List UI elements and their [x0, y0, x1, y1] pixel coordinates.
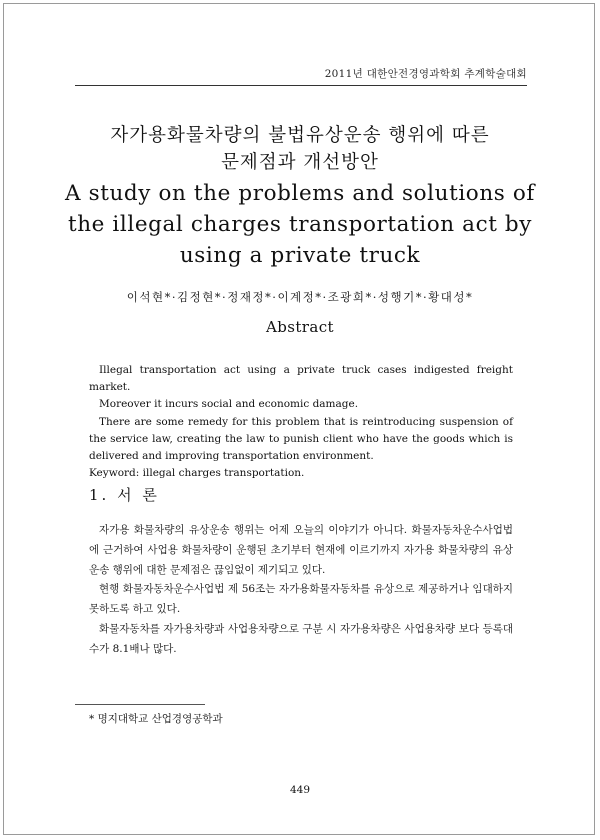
- section-heading-introduction: 1. 서 론: [89, 486, 160, 504]
- body-paragraph: 현행 화물자동차운수사업법 제 56조는 자가용화물자동차를 유상으로 제공하거나 임대하지 못하도록 하고 있다.: [89, 583, 513, 616]
- page-number: 449: [289, 784, 311, 796]
- english-title-line-1: A study on the problems and solutions of: [65, 181, 535, 206]
- korean-title: [0, 122, 600, 176]
- running-header: 2011년 대한안전경영과학회 추계학술대회: [324, 68, 527, 80]
- english-title-line-3: using a private truck: [179, 243, 421, 268]
- abstract-paragraph: Illegal transportation act using a private truck cases indigested freight market.: [89, 364, 513, 394]
- author-list: 이석현*·김정현*·정재정*·이계정*·조광희*·성행기*·황대성*: [126, 290, 474, 304]
- english-title-line-2: the illegal charges transportation act by: [67, 212, 533, 237]
- korean-title-line-1: 자가용화물차량의 불법유상운송 행위에 따른: [110, 125, 490, 146]
- abstract-body: [89, 362, 513, 482]
- affiliation-footnote: * 명지대학교 산업경영공학과: [89, 713, 223, 725]
- abstract-heading: Abstract: [266, 318, 334, 336]
- body-paragraph: 자가용 화물차량의 유상운송 행위는 어제 오늘의 이야기가 아니다. 화물자동차운수사업법에 근거하여 사업용 화물차량이 운행된 초기부터 현재에 이르기까지 자가용 화물차량의 유상운송 행위에 대한 문제점은 끊임없이 제기되고 있다.: [89, 524, 513, 576]
- header-rule: [75, 85, 527, 86]
- english-title: [0, 178, 600, 271]
- korean-title-line-2: 문제점과 개선방안: [221, 152, 379, 173]
- footnote-rule: [75, 704, 205, 705]
- abstract-keyword: Keyword: illegal charges transportation.: [89, 467, 305, 480]
- body-paragraph: 화물자동차를 자가용차량과 사업용차량으로 구분 시 자가용차량은 사업용차량 보다 등록대수가 8.1배나 많다.: [89, 622, 513, 655]
- introduction-body: [89, 521, 513, 660]
- abstract-paragraph: Moreover it incurs social and economic damage.: [99, 398, 359, 411]
- abstract-paragraph: There are some remedy for this problem that is reintroducing suspension of the service law, creating the law to punish client who have the goods which is delivered and improving transportation environment.: [89, 415, 513, 463]
